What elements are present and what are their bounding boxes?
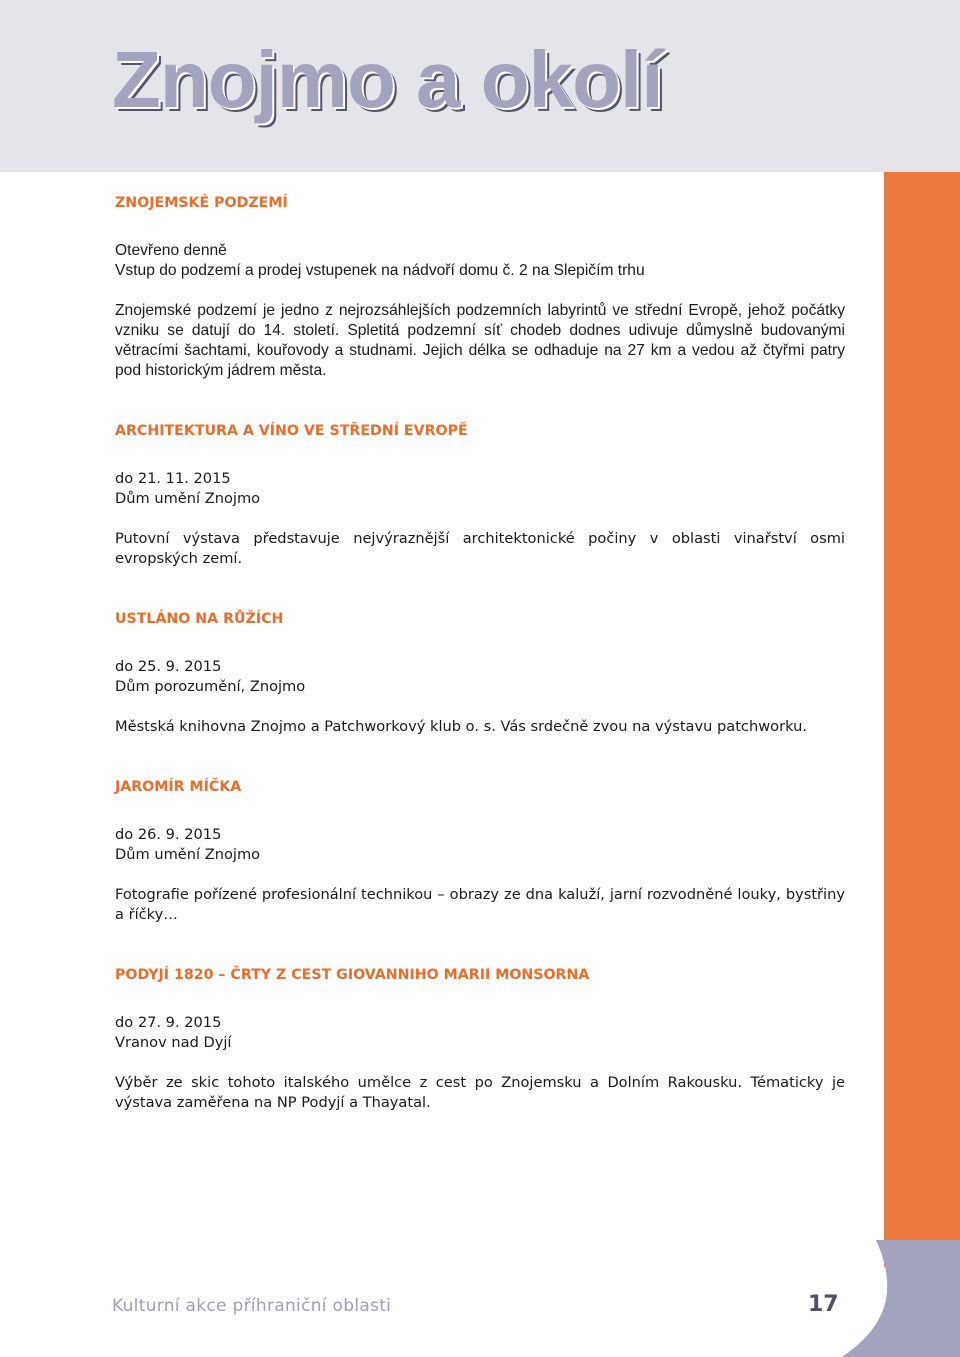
event-list <box>115 193 845 1113</box>
event-date: do 27. 9. 2015 <box>115 1014 222 1031</box>
event-description: Znojemské podzemí je jedno z nejrozsáhlejších podzemních labyrintů ve střední Evropě, jehož počátky vzniku se datují do 14. století. Spletitá podzemní síť chodeb dodnes udivuje důmyslně budovanými větracími šachtami, kouřovody a studnami. Jejich délka se odhaduje na 27 km a vedou až čtyřmi patry pod historickým jádrem města. <box>115 302 845 379</box>
footer-text: Kulturní akce příhraniční oblasti <box>112 1296 392 1316</box>
event-description: Městská knihovna Znojmo a Patchworkový klub o. s. Vás srdečně zvou na výstavu patchworku. <box>115 718 807 735</box>
event-meta <box>115 825 845 865</box>
event-date: do 26. 9. 2015 <box>115 826 222 843</box>
side-accent-bar <box>884 172 960 1267</box>
page-number: 17 <box>808 1292 839 1317</box>
event-item <box>115 965 845 1113</box>
event-item <box>115 421 845 569</box>
event-venue: Vranov nad Dyjí <box>115 1034 232 1051</box>
event-meta <box>115 469 845 509</box>
event-meta <box>115 657 845 697</box>
event-venue: Dům umění Znojmo <box>115 846 261 863</box>
event-title: ARCHITEKTURA A VÍNO VE STŘEDNÍ EVROPĚ <box>115 423 468 439</box>
event-title: JAROMÍR MÍČKA <box>115 779 242 795</box>
footer-swoosh-graphic <box>780 1240 960 1357</box>
event-item <box>115 777 845 925</box>
event-item <box>115 193 845 381</box>
event-date: do 25. 9. 2015 <box>115 658 222 675</box>
page-title: Znojmo a okolí <box>112 35 663 124</box>
event-title: PODYJÍ 1820 – ČRTY Z CEST GIOVANNIHO MARII MONSORNA <box>115 967 590 983</box>
event-venue: Vstup do podzemí a prodej vstupenek na nádvoří domu č. 2 na Slepičím trhu <box>115 262 645 279</box>
event-description: Putovní výstava představuje nejvýraznější architektonické počiny v oblasti vinařství osmi evropských zemí. <box>115 530 845 567</box>
event-title: USTLÁNO NA RŮŽÍCH <box>115 611 284 627</box>
event-item <box>115 609 845 737</box>
event-title: ZNOJEMSKÉ PODZEMÍ <box>115 195 288 211</box>
event-description: Výběr ze skic tohoto italského umělce z cest po Znojemsku a Dolním Rakousku. Tématicky je výstava zaměřena na NP Podyjí a Thayatal. <box>115 1074 845 1111</box>
event-date: do 21. 11. 2015 <box>115 470 231 487</box>
event-venue: Dům umění Znojmo <box>115 490 261 507</box>
event-description: Fotografie pořízené profesionální technikou – obrazy ze dna kaluží, jarní rozvodněné louky, bystřiny a říčky… <box>115 886 845 923</box>
event-meta <box>115 241 845 281</box>
event-date: Otevřeno denně <box>115 242 227 259</box>
event-meta <box>115 1013 845 1053</box>
event-venue: Dům porozumění, Znojmo <box>115 678 306 695</box>
